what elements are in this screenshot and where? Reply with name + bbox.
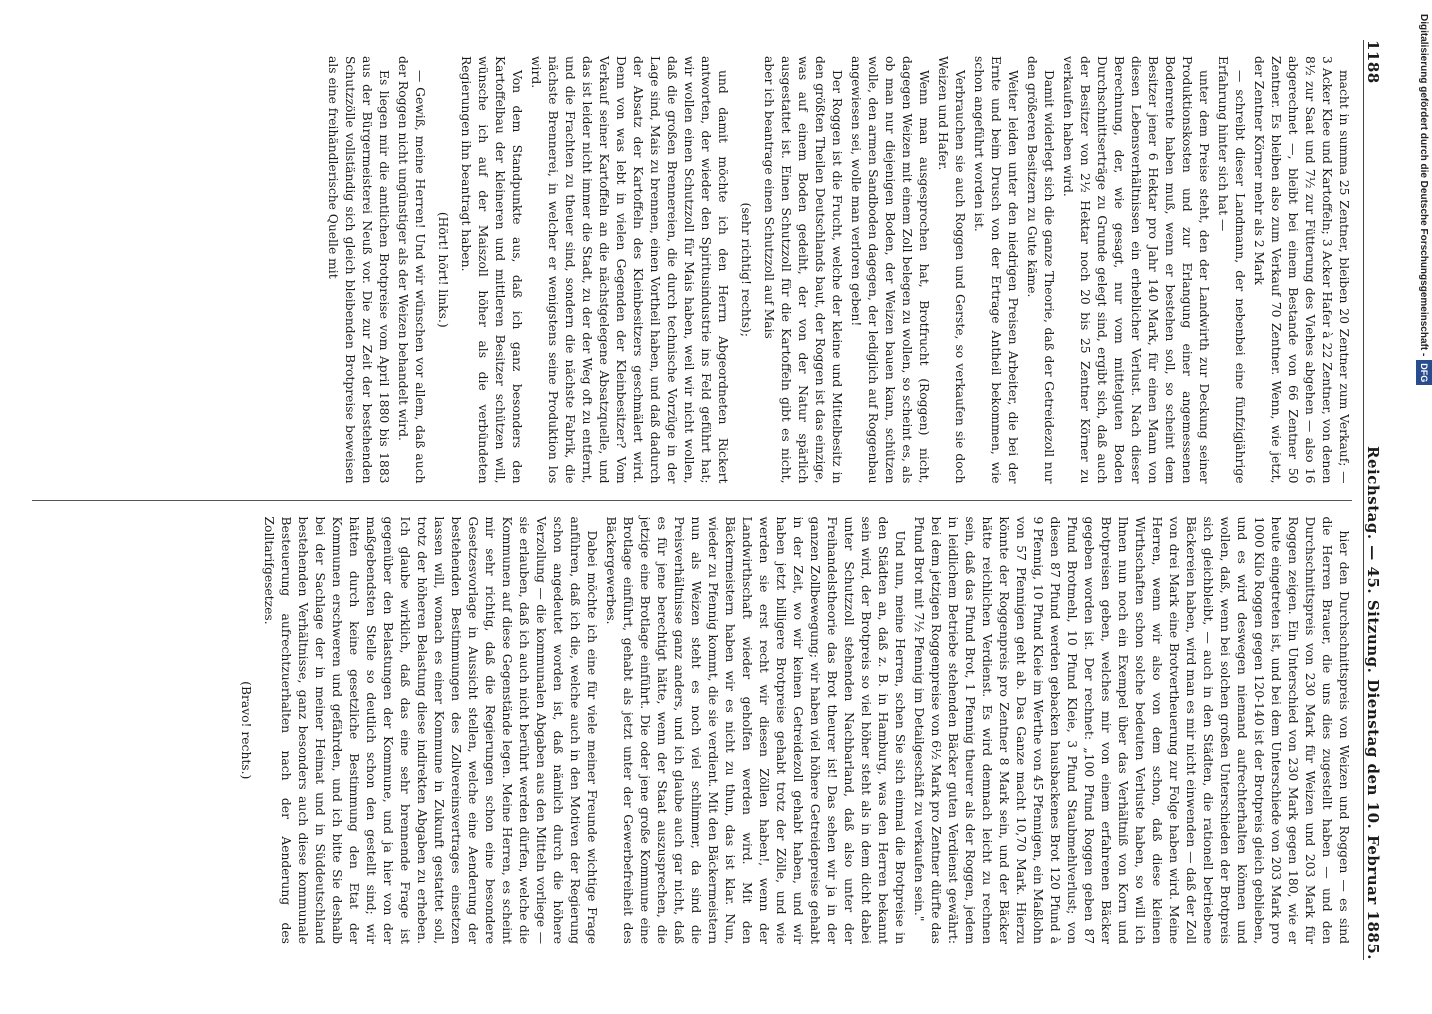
paragraph: Verbrauchen sie auch Roggen und Gerste, so verkaufen sie doch Weizen und Hafer. (936, 56, 967, 484)
paragraph: Wenn man ausgesprochen hat, Brotfrucht (Roggen) nicht, dagegen Weizen mit einem Zoll belegen zu wollen, so scheint es, als ob man nur diejenigen Boden, der Weizen bauen kann, schützen wolle, den armen Sandboden dagegen, der lediglich auf Roggenbau angewiesen sei, wolle man verloren geben! (849, 56, 931, 484)
paragraph: Damit widerlegt sich die ganze Theorie, daß der Getreidezoll nur den größeren Besitzern zu Gute käme. (1025, 56, 1056, 484)
paragraph: hier den Durchschnittspreis von Weizen und Roggen — es sind die Herren Brauer, die uns dies zugestellt haben — und den Durchschnittspreis von 230 Mark für Weizen und 203 Mark für Roggen zeigen. Ein Unterschied von 230 Mark gegen 180, wie er heute eingetreten ist, und bei dem Unterschiede von 203 Mark pro 1000 Kilo Roggen gegen 120-140 ist der Brotpreis gleich geblieben, und es wird deswegen niemand aufrechterhalten können und wollen, daß, wenn bei solchen großen Unterschieden der Brotpreis sich gleichbleibt, — auch in den Städten, die rationell betriebene Bäckereien haben, wird man es mir nicht einwenden — daß der Zoll von drei Mark eine Brotvertheuerung zur Folge haben wird. Meine Herren, wenn wir also von dem schon, daß diese kleinen Wirthschaften schon solche bedeuten Verluste haben, so will ich Ihnen nun noch ein Exempel über das Verhältniß von Korn und Brotpreisen geben, welches mir von einem erfahrenen Bäcker gegeben worden ist. Der rechnet: „100 Pfund Roggen geben 87 Pfund Brotmehl, 10 Pfund Kleie, 3 Pfund Staubmehlverlust; von diesen 87 Pfund werden gebacken hausbackenes Brot 120 Pfund à 9 Pfennig, 10 Pfund Kleie im Werthe von 45 Pfennigen, ein Maßlohn von 57 Pfennigen geht ab. Das Ganze macht 10,70 Mark. Hierzu könnte der Roggenpreis pro Zentner 8 Mark sein, und der Bäcker hätte reichlichen Verdienst. Es wird demnach leicht zu rechnen sein, daß das Pfund Brot, 1 Pfennig theurer als der Roggen, jedem in leidlichem Betriebe stehenden Bäcker guten Verdienst gewährt: bei dem jetzigen Roggenpreise von 6½ Mark pro Zentner dürfte das Pfund Brot mit 7½ Pfennig im Detailgeschäft zu verkaufen sein." (912, 516, 1351, 944)
credit-text: Digitalisierung gefördert durch die Deutsche Forschungsgemeinschaft - (1418, 14, 1429, 357)
paragraph: Es liegen mir die amtlichen Brotpreise vom April 1880 bis 1883 aus der Bürgermeisterei Neuß vor. Die zur Zeit der bestehenden Schutzzölle vollständig sich gleich bleibenden Brotpreise beweisen als eine freihändlerische Quelle mit (326, 56, 391, 484)
page-number: 1188 (1364, 40, 1382, 84)
paragraph: Und nun, meine Herren, schen Sie sich einmal die Brotpreise in den Städten an, daß z. B. in Hamburg, was den Herren bekannt sein wird, der Brotpreis so viel höher steht als in dem dicht dabei unter Schutzzoll stehenden Nachbarland, daß also unter der Freihandelstheorie das Brot theurer ist! Das sehen wir ja in der ganzen Zollbewegung; wir haben viel höhere Getreidepreise gehabt in der Zeit, wo wir keinen Getreidezoll gehabt haben, und wir haben jetzt billigere Brotpreise gehabt trotz der Zölle, und wie werden sie erst recht wir diesen Zöllen haben!, wenn der Landwirthschaft wieder geholfen werden wird. Mit den Bäckermeistern haben wir es nicht zu thun, das ist klar. Nun, wieder zu Pfennig kommt, die sie verdient. Mit den Bäckermeistern nun als Weizen steht es noch viel schlimmer, da sind die Preisverhältnisse ganz anders, und ich glaube auch gar nicht, daß es für jene berechtigt hätte, wenn der Staat auszusprechen, die jetzige eine Brotlage einführt. Die oder jene große Kommune eine Brotlage einführt, gehabt als jetzt unter der Gewerbefreiheit des Bäckergewerbes. (604, 516, 907, 944)
paragraph: und damit möchte ich den Herrn Abgeordneten Rickert antworten, der wieder den Spiritusindustrie ins Feld geführt hat; wir wollen einen Schutzzoll für Mais haben, weil wir nicht wollen, daß die großen Brennereien, die durch technische Vorzüge in der Lage sind, Mais zu brennen, einen Vortheil haben, und daß dadurch der Absatz der Kartoffeln des Kleinbesitzers geschmälert wird. Denn von was lebt in vielen Gegenden der Kleinbesitzer? Vom Verkauf seiner Kartoffeln an die nächstgelegene Absatzquelle, und das ist leider nicht immer die Stadt, zu der der Weg oft zu entfernt, und die Frachten zu theuer sind, sondern die nächste Fabrik, die nächste Brennerei, in welcher er wenigstens seine Produktion los wird. (529, 56, 730, 484)
paragraph: Dabei möchte ich eine für viele meiner Freunde wichtige Frage anführen, daß ich die, welche auch in den Motiven der Regierung schon angedeutet worden ist, daß nämlich durch die höhere Verzollung — die kommunalen Abgaben aus den Mitteln vorliege — sie erlauben, daß ich auch nicht berührt werden dürfen, welche die Kommunen auf diese Gegenstände legen. Meine Herren, es scheint mir sehr richtig, daß die Regierungen schon eine besondere Gesetzesvorlage in Aussicht stellen, welche eine Aenderung der bestehenden Bestimmungen des Zollvereinsvertrages einsetzen lassen will, wonach es einer Kommune in Zukunft gestattet soll, trotz der höheren Belastung diese indirekten Abgaben zu erheben. Ich glaube wirklich, daß das eine sehr brennende Frage ist gegenüber den Belastungen der Kommune, und ja hier von der maßgebendsten Stelle so deutlich schon den gestellt sind; wir hätten durch keine gesetzliche Bestimmung den Etat der Kommunen erschweren und gefährden, und ich bitte Sie deshalb bei der Sachlage der in meiner Heimat und in Süddeutschland bestehenden Verhältnisse, ganz besonders auch diese kommunale Besteuerung aufrechtzuerhalten nach der Aenderung des Zolltarifgesetzes. (262, 516, 599, 944)
paragraph: Der Roggen ist die Frucht, welche der kleine und Mittelbesitz in den größten Theilen Deutschlands baut, der Roggen ist das einzige, was auf einem Boden gedeiht, der von der Natur spärlich ausgestattet ist. Einen Schutzzoll für die Kartoffeln gibt es nicht, aber ich beantrage einen Schutzzoll auf Mais (762, 56, 844, 484)
running-title: Reichstag. — 45. Sitzung. Dienstag den 10. Februar 1885. (1364, 446, 1382, 960)
paragraph: — Gewiß, meine Herren! Und wir wünschen vor allem, daß auch der Roggen nicht ungünstiger als der Weizen behandelt wird. (396, 56, 427, 484)
paragraph: macht in summa 25 Zentner, bleiben 20 Zentner zum Verkauf; — 3 Acker Klee und Kartoffeln; 3 Acker Hafer à 22 Zentner, von denen 8½ zur Saat und 7½ zur Fütterung des Viehes abgehen — also 16 abgerechnet —, bleibt bei einem Bestande von 66 Zentner 50 Zentner. Es bleiben also zum Verkauf 70 Zentner. Wenn, wie jetzt, der Zentner Körner mehr als 2 Mark (1252, 56, 1351, 484)
paragraph: Von dem Standpunkte aus, daß ich ganz besonders den Kartoffelbau der kleineren und mittleren Besitzer schützen will, wünsche ich auf der Maiszoll höher als die verbündeten Regierungen ihn beantragt haben. (459, 56, 524, 484)
paragraph: (Hört! hört! links.) (436, 211, 450, 328)
page-header (1363, 40, 1394, 960)
left-column (32, 40, 1352, 500)
paragraph: (sehr richtig! rechts); (739, 202, 753, 337)
paragraph: Weiter leiden unter den niedrigen Preisen Arbeiter, die bei der Ernte und beim Drusch von der Ertrage Antheil bekommen, wie schon angeführt worden ist. (972, 56, 1020, 484)
paragraph: (Bravo! rechts.) (239, 681, 253, 780)
dfg-logo: DFG (1416, 360, 1432, 385)
paragraph: — schreibt dieser Landmann, der nebenbei eine fünfzigjährige Erfahrung hinter sich hat — (1216, 56, 1247, 484)
paragraph: unter dem Preise steht, den der Landwirth zur Deckung seiner Produktionskosten und zur Erlangung einer angemessenen Bodenrente haben muß, wenn er bestehen soll, so scheint dem Besitzer jener 6 Hektar pro Jahr 140 Mark, für einen Mann von diesen Lebensverhältnissen ein erheblicher Verlust. Nach dieser Berechnung, der, wie gesagt, nur vom mittelguten Boden Durchschnittserträge zu Grunde gelegt sind, ergibt sich, daß auch der Besitzer von 2½ Hektar noch 20 bis 25 Zentner Körner zu verkaufen haben wird. (1061, 56, 1211, 484)
text-columns (32, 40, 1352, 960)
right-column (32, 500, 1352, 961)
digitization-credit (1416, 0, 1432, 1014)
